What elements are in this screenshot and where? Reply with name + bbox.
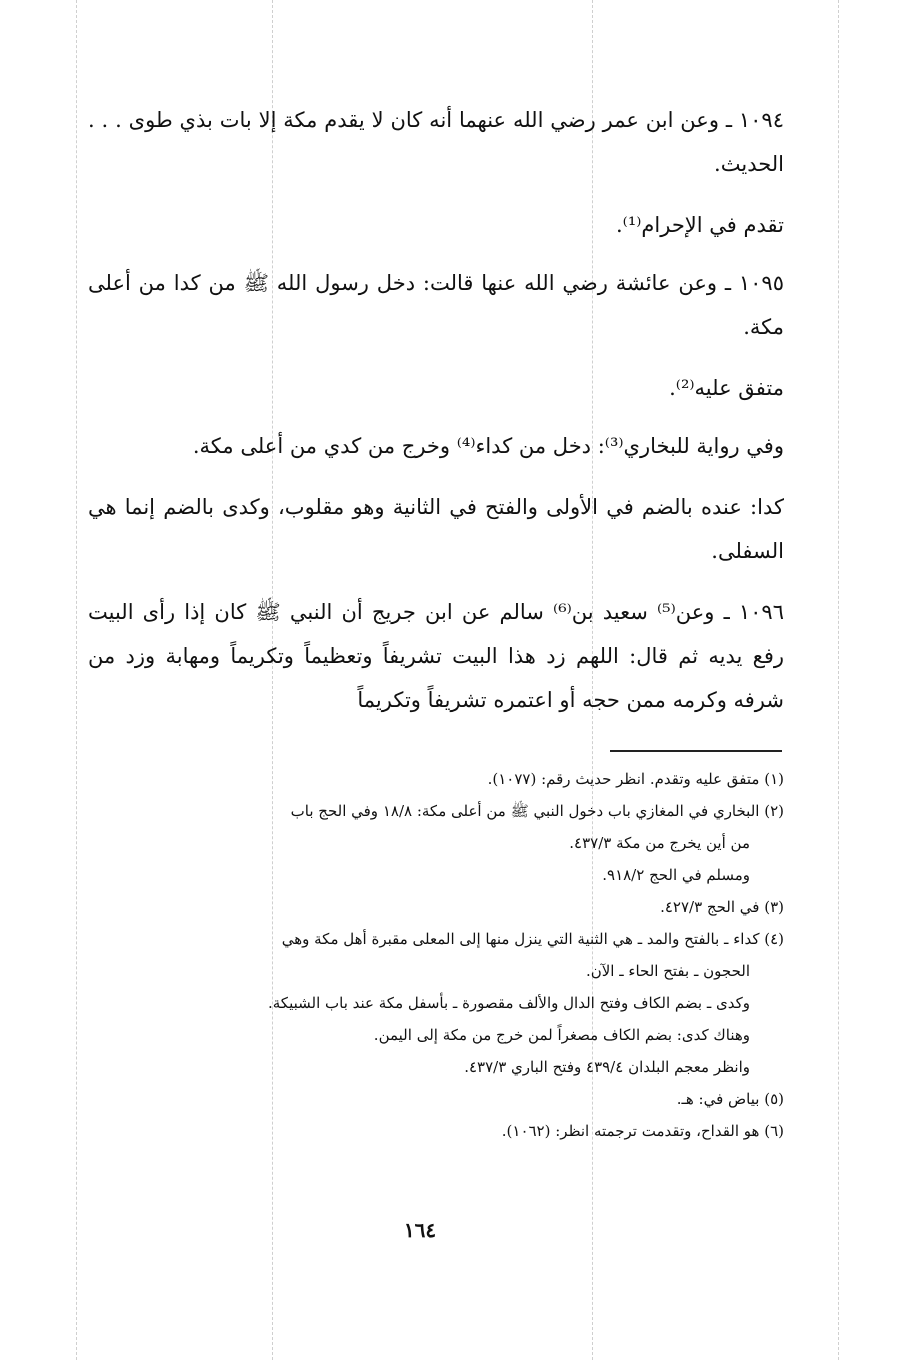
- footnote-4-sources: وانظر معجم البلدان ٤٣٩/٤ وفتح الباري ٤٣٧/٣.: [464, 1058, 750, 1076]
- footnote-separator: [610, 750, 782, 752]
- footnote-6: (٦) هو القداح، وتقدمت ترجمته انظر: (١٠٦٢).: [501, 1122, 784, 1140]
- hadith-1095-reference: متفق عليه⁽²⁾.: [669, 376, 784, 400]
- footnote-2: (٢) البخاري في المغازي باب دخول النبي ﷺ من أعلى مكة: ١٨/٨ وفي الحج باب: [290, 802, 784, 820]
- footnote-5: (٥) بياض في: هـ.: [676, 1090, 784, 1108]
- bukhari-narration: وفي رواية للبخاري⁽³⁾: دخل من كداء⁽⁴⁾ وخرج من كدي من أعلى مكة.: [192, 434, 784, 458]
- footnote-2-continuation: من أين يخرج من مكة ٤٣٧/٣.: [569, 834, 750, 852]
- footnote-4-kuday: وهناك كدى: بضم الكاف مصغراً لمن خرج من مكة إلى اليمن.: [373, 1026, 750, 1044]
- hadith-1094: ١٠٩٤ ـ وعن ابن عمر رضي الله عنهما أنه كان لا يقدم مكة إلا بات بذي طوى . . . الحديث.: [88, 108, 784, 176]
- page-number: ١٦٤: [403, 1218, 437, 1242]
- footnote-2-muslim: ومسلم في الحج ٩١٨/٢.: [602, 866, 750, 884]
- hadith-1094-reference: تقدم في الإحرام⁽¹⁾.: [615, 213, 784, 237]
- hadith-1095: ١٠٩٥ ـ وعن عائشة رضي الله عنها قالت: دخل رسول الله ﷺ من كدا من أعلى مكة.: [88, 271, 784, 339]
- footnotes: [88, 764, 784, 1148]
- footnote-1: (١) متفق عليه وتقدم. انظر حديث رقم: (١٠٧٧).: [487, 770, 784, 788]
- main-text: [88, 98, 784, 739]
- scan-guide-line: [76, 0, 77, 1360]
- scan-guide-line: [838, 0, 839, 1360]
- hadith-1096: ١٠٩٦ ـ وعن⁽⁵⁾ سعيد بن⁽⁶⁾ سالم عن ابن جريج أن النبي ﷺ كان إذا رأى البيت رفع يديه ثم قال: اللهم زد هذا البيت تشريفاً وتعظيماً وتكريماً ومهابة وزد من شرفه وكرمه ممن حجه أو اعتمره تشريفاً وتكريماً: [88, 600, 784, 712]
- footnote-4: (٤) كداء ـ بالفتح والمد ـ هي الثنية التي ينزل منها إلى المعلى مقبرة أهل مكة وهي: [281, 930, 784, 948]
- footnote-4-kuda: وكدى ـ بضم الكاف وفتح الدال والألف مقصورة ـ بأسفل مكة عند باب الشبيكة.: [267, 994, 750, 1012]
- footnote-4-continuation: الحجون ـ بفتح الحاء ـ الآن.: [585, 962, 750, 980]
- footnote-3: (٣) في الحج ٤٢٧/٣.: [660, 898, 784, 916]
- kada-explanation: كدا: عنده بالضم في الأولى والفتح في الثانية وهو مقلوب، وكدى بالضم إنما هي السفلى.: [88, 495, 784, 563]
